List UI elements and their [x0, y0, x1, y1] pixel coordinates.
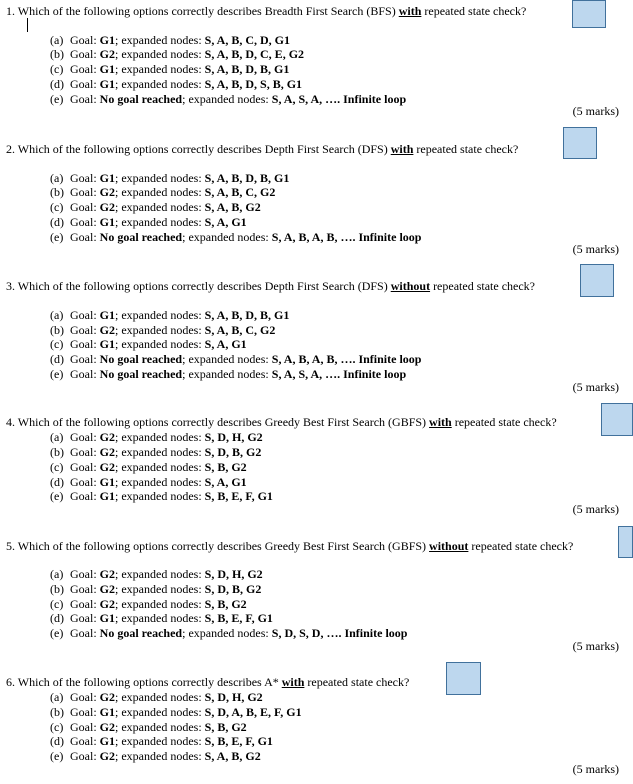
option-label: (e)	[50, 749, 64, 763]
question-stem	[6, 279, 535, 293]
option-static-text: ; expanded nodes:	[115, 582, 202, 596]
option-d[interactable]	[50, 215, 247, 229]
option-label: (e)	[50, 367, 64, 381]
option-static-text: ; expanded nodes:	[115, 77, 202, 91]
option-static-text: ; expanded nodes:	[115, 430, 202, 444]
option-d[interactable]	[50, 77, 302, 91]
option-static-text: Goal:	[70, 215, 97, 229]
answer-box[interactable]	[446, 662, 481, 695]
option-expanded-nodes: S, B, G2	[204, 720, 247, 734]
option-expanded-nodes: S, D, H, G2	[204, 430, 263, 444]
option-expanded-nodes: S, D, H, G2	[204, 690, 263, 704]
option-static-text: ; expanded nodes:	[115, 215, 202, 229]
option-b[interactable]	[50, 705, 302, 719]
option-expanded-nodes: S, A, B, D, S, B, G1	[204, 77, 303, 91]
option-expanded-nodes: S, A, B, D, B, G1	[204, 308, 290, 322]
option-goal: G2	[99, 185, 116, 199]
option-goal: G1	[99, 308, 116, 322]
option-static-text: ; expanded nodes:	[115, 200, 202, 214]
question-text: Which of the following options correctly describes Greedy Best First Search (GBFS)	[17, 415, 427, 429]
option-static-text: Goal:	[70, 734, 97, 748]
option-a[interactable]	[50, 430, 263, 444]
marks-label: (5 marks)	[572, 639, 619, 653]
option-expanded-nodes: S, B, E, F, G1	[204, 734, 273, 748]
option-expanded-nodes: S, A, B, G2	[204, 749, 261, 763]
option-label: (e)	[50, 626, 64, 640]
option-b[interactable]	[50, 47, 304, 61]
option-d[interactable]	[50, 611, 273, 625]
option-static-text: ; expanded nodes:	[115, 460, 202, 474]
question-text: with	[398, 4, 422, 18]
option-static-text: Goal:	[70, 47, 97, 61]
option-goal: G2	[99, 720, 116, 734]
option-static-text: Goal:	[70, 626, 97, 640]
option-label: (b)	[50, 185, 64, 199]
option-goal: G1	[99, 215, 116, 229]
question-stem	[6, 142, 518, 156]
option-static-text: Goal:	[70, 475, 97, 489]
option-static-text: ; expanded nodes:	[115, 323, 202, 337]
option-static-text: Goal:	[70, 77, 97, 91]
option-b[interactable]	[50, 323, 275, 337]
option-expanded-nodes: S, A, G1	[204, 337, 247, 351]
option-static-text: ; expanded nodes:	[182, 367, 269, 381]
option-static-text: Goal:	[70, 200, 97, 214]
option-label: (d)	[50, 352, 64, 366]
option-static-text: ; expanded nodes:	[115, 171, 202, 185]
option-goal: G2	[99, 445, 116, 459]
option-b[interactable]	[50, 185, 275, 199]
option-expanded-nodes: S, A, B, G2	[204, 200, 261, 214]
option-expanded-nodes: S, A, B, C, G2	[204, 185, 276, 199]
question-stem	[6, 539, 573, 553]
text-cursor	[27, 18, 28, 32]
option-expanded-nodes: S, B, E, F, G1	[204, 489, 273, 503]
option-e[interactable]	[50, 749, 261, 763]
option-static-text: ; expanded nodes:	[115, 749, 202, 763]
option-c[interactable]	[50, 720, 247, 734]
option-label: (a)	[50, 567, 64, 581]
option-static-text: ; expanded nodes:	[115, 185, 202, 199]
option-expanded-nodes: S, B, G2	[204, 460, 247, 474]
option-goal: G2	[99, 690, 116, 704]
option-expanded-nodes: S, A, B, C, G2	[204, 323, 276, 337]
option-label: (c)	[50, 337, 64, 351]
answer-box[interactable]	[580, 264, 614, 297]
option-expanded-nodes: S, A, G1	[204, 475, 247, 489]
question-text: without	[429, 539, 469, 553]
option-label: (c)	[50, 597, 64, 611]
option-goal: No goal reached	[99, 367, 183, 381]
option-goal: G2	[99, 47, 116, 61]
option-expanded-nodes: S, B, E, F, G1	[204, 611, 273, 625]
answer-box[interactable]	[601, 403, 633, 436]
question-text: with	[390, 142, 414, 156]
option-static-text: ; expanded nodes:	[115, 308, 202, 322]
option-static-text: Goal:	[70, 92, 97, 106]
option-e[interactable]	[50, 367, 406, 381]
option-goal: No goal reached	[99, 352, 183, 366]
option-goal: G2	[99, 430, 116, 444]
option-label: (c)	[50, 62, 64, 76]
option-label: (e)	[50, 489, 64, 503]
question-stem	[6, 675, 409, 689]
option-expanded-nodes: S, A, B, D, B, G1	[204, 171, 290, 185]
option-label: (d)	[50, 77, 64, 91]
option-e[interactable]	[50, 626, 407, 640]
option-static-text: Goal:	[70, 33, 97, 47]
option-a[interactable]	[50, 33, 290, 47]
option-goal: No goal reached	[99, 92, 183, 106]
answer-box[interactable]	[618, 526, 633, 558]
option-static-text: Goal:	[70, 185, 97, 199]
option-goal: G1	[99, 705, 116, 719]
option-static-text: ; expanded nodes:	[115, 62, 202, 76]
option-b[interactable]	[50, 582, 261, 596]
option-static-text: ; expanded nodes:	[115, 720, 202, 734]
answer-box[interactable]	[572, 0, 606, 28]
option-a[interactable]	[50, 171, 289, 185]
option-static-text: Goal:	[70, 430, 97, 444]
marks-label: (5 marks)	[572, 502, 619, 516]
option-expanded-nodes: S, A, B, D, C, E, G2	[204, 47, 305, 61]
option-label: (e)	[50, 230, 64, 244]
option-goal: No goal reached	[99, 626, 183, 640]
question-text: repeated state check?	[416, 142, 519, 156]
question-text: repeated state check?	[471, 539, 574, 553]
option-label: (b)	[50, 47, 64, 61]
option-d[interactable]	[50, 475, 247, 489]
option-e[interactable]	[50, 92, 406, 106]
question-stem	[6, 415, 557, 429]
option-static-text: Goal:	[70, 337, 97, 351]
option-d[interactable]	[50, 734, 273, 748]
option-goal: G1	[99, 33, 116, 47]
option-label: (a)	[50, 33, 64, 47]
option-static-text: Goal:	[70, 323, 97, 337]
question-text: 4.	[6, 415, 15, 429]
option-static-text: ; expanded nodes:	[115, 445, 202, 459]
option-static-text: Goal:	[70, 567, 97, 581]
option-expanded-nodes: S, D, B, G2	[204, 582, 262, 596]
option-static-text: ; expanded nodes:	[115, 337, 202, 351]
question-text: with	[429, 415, 452, 429]
option-static-text: ; expanded nodes:	[182, 352, 269, 366]
option-label: (c)	[50, 200, 64, 214]
option-goal: G2	[99, 200, 116, 214]
marks-label: (5 marks)	[572, 104, 619, 118]
option-static-text: ; expanded nodes:	[115, 33, 202, 47]
option-goal: G2	[99, 749, 116, 763]
option-static-text: Goal:	[70, 62, 97, 76]
option-b[interactable]	[50, 445, 261, 459]
option-static-text: ; expanded nodes:	[115, 47, 202, 61]
option-label: (b)	[50, 445, 64, 459]
marks-label: (5 marks)	[572, 762, 619, 776]
question-text: repeated state check?	[424, 4, 527, 18]
option-c[interactable]	[50, 460, 247, 474]
marks-label: (5 marks)	[572, 242, 619, 256]
option-expanded-nodes: S, B, G2	[204, 597, 247, 611]
option-e[interactable]	[50, 489, 273, 503]
option-static-text: Goal:	[70, 367, 97, 381]
option-static-text: Goal:	[70, 597, 97, 611]
option-static-text: Goal:	[70, 611, 97, 625]
option-expanded-nodes: S, D, B, G2	[204, 445, 262, 459]
option-goal: G2	[99, 460, 116, 474]
option-expanded-nodes: S, D, S, D, …. Infinite loop	[271, 626, 408, 640]
option-goal: G2	[99, 582, 116, 596]
option-static-text: Goal:	[70, 720, 97, 734]
option-label: (a)	[50, 690, 64, 704]
answer-box[interactable]	[563, 127, 597, 159]
option-static-text: ; expanded nodes:	[182, 230, 269, 244]
option-static-text: ; expanded nodes:	[182, 92, 269, 106]
question-text: 3.	[6, 279, 15, 293]
option-static-text: Goal:	[70, 308, 97, 322]
option-label: (e)	[50, 92, 64, 106]
option-goal: No goal reached	[99, 230, 183, 244]
option-static-text: Goal:	[70, 460, 97, 474]
option-expanded-nodes: S, A, B, A, B, …. Infinite loop	[271, 230, 422, 244]
option-expanded-nodes: S, A, S, A, …. Infinite loop	[271, 367, 407, 381]
option-static-text: Goal:	[70, 489, 97, 503]
option-static-text: Goal:	[70, 705, 97, 719]
option-a[interactable]	[50, 690, 263, 704]
option-label: (d)	[50, 215, 64, 229]
option-static-text: ; expanded nodes:	[115, 475, 202, 489]
option-static-text: Goal:	[70, 690, 97, 704]
option-static-text: ; expanded nodes:	[115, 734, 202, 748]
option-goal: G1	[99, 171, 116, 185]
option-expanded-nodes: S, A, G1	[204, 215, 247, 229]
question-text: repeated state check?	[433, 279, 535, 293]
option-static-text: ; expanded nodes:	[115, 690, 202, 704]
question-text: repeated state check?	[454, 415, 557, 429]
question-text: Which of the following options correctly describes Breadth First Search (BFS)	[17, 4, 396, 18]
question-text: without	[390, 279, 431, 293]
option-label: (a)	[50, 308, 64, 322]
question-text: Which of the following options correctly describes Greedy Best First Search (GBFS)	[17, 539, 427, 553]
question-text: with	[281, 675, 305, 689]
option-static-text: ; expanded nodes:	[115, 705, 202, 719]
question-text: repeated state check?	[307, 675, 410, 689]
question-text: 2.	[6, 142, 15, 156]
question-text: 5.	[6, 539, 15, 553]
option-expanded-nodes: S, A, S, A, …. Infinite loop	[271, 92, 407, 106]
option-label: (b)	[50, 582, 64, 596]
question-text: 1.	[6, 4, 15, 18]
option-expanded-nodes: S, D, H, G2	[204, 567, 263, 581]
option-e[interactable]	[50, 230, 421, 244]
option-a[interactable]	[50, 308, 289, 322]
option-static-text: Goal:	[70, 171, 97, 185]
option-goal: G2	[99, 323, 116, 337]
option-static-text: Goal:	[70, 749, 97, 763]
option-label: (c)	[50, 460, 64, 474]
option-label: (d)	[50, 734, 64, 748]
option-label: (c)	[50, 720, 64, 734]
option-expanded-nodes: S, A, B, D, B, G1	[204, 62, 290, 76]
option-static-text: Goal:	[70, 445, 97, 459]
option-c[interactable]	[50, 62, 289, 76]
option-goal: G1	[99, 337, 116, 351]
option-static-text: Goal:	[70, 230, 97, 244]
question-text: Which of the following options correctly describes A*	[17, 675, 279, 689]
option-goal: G2	[99, 567, 116, 581]
option-goal: G1	[99, 611, 116, 625]
option-label: (d)	[50, 611, 64, 625]
option-static-text: ; expanded nodes:	[182, 626, 269, 640]
question-text: Which of the following options correctly describes Depth First Search (DFS)	[17, 279, 388, 293]
option-label: (b)	[50, 705, 64, 719]
option-label: (b)	[50, 323, 64, 337]
option-goal: G1	[99, 77, 116, 91]
option-goal: G1	[99, 489, 116, 503]
option-expanded-nodes: S, D, A, B, E, F, G1	[204, 705, 302, 719]
option-goal: G2	[99, 597, 116, 611]
question-text: Which of the following options correctly describes Depth First Search (DFS)	[17, 142, 388, 156]
option-static-text: ; expanded nodes:	[115, 611, 202, 625]
option-c[interactable]	[50, 597, 247, 611]
option-static-text: ; expanded nodes:	[115, 567, 202, 581]
option-goal: G1	[99, 475, 116, 489]
option-static-text: ; expanded nodes:	[115, 597, 202, 611]
option-expanded-nodes: S, A, B, A, B, …. Infinite loop	[271, 352, 422, 366]
option-label: (a)	[50, 430, 64, 444]
option-d[interactable]	[50, 352, 421, 366]
option-c[interactable]	[50, 337, 247, 351]
question-text: 6.	[6, 675, 15, 689]
question-stem	[6, 4, 526, 18]
option-static-text: ; expanded nodes:	[115, 489, 202, 503]
option-label: (a)	[50, 171, 64, 185]
option-goal: G1	[99, 62, 116, 76]
marks-label: (5 marks)	[572, 380, 619, 394]
option-a[interactable]	[50, 567, 263, 581]
option-expanded-nodes: S, A, B, C, D, G1	[204, 33, 291, 47]
option-label: (d)	[50, 475, 64, 489]
option-c[interactable]	[50, 200, 261, 214]
option-static-text: Goal:	[70, 582, 97, 596]
option-static-text: Goal:	[70, 352, 97, 366]
option-goal: G1	[99, 734, 116, 748]
